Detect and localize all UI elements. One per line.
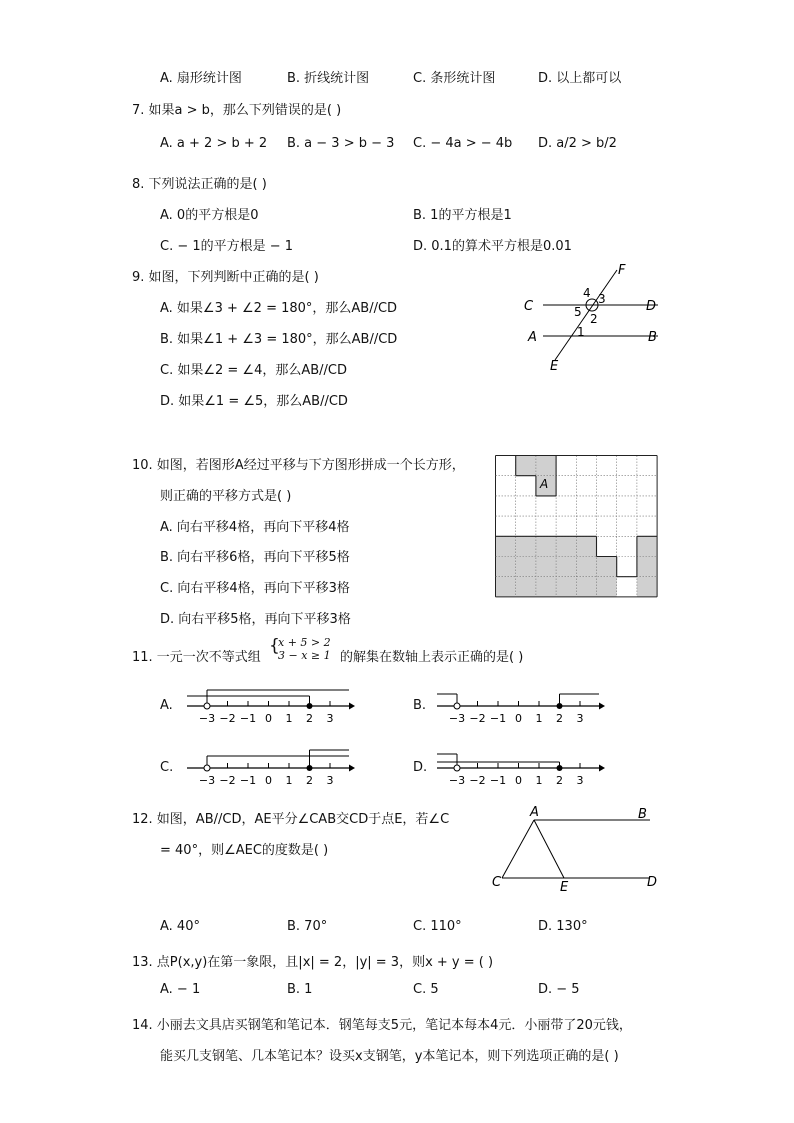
segment-ac: [502, 820, 534, 878]
q9-stem: 9. 如图，下列判断中正确的是( ): [132, 270, 319, 285]
tick-label: 1: [285, 774, 293, 787]
tick-label: −1: [489, 712, 507, 725]
segment-ae: [534, 820, 564, 878]
tick-label: 1: [535, 774, 543, 787]
q12-option-a: A. 40°: [160, 919, 200, 934]
system-eq2: 3 − x ≥ 1: [278, 649, 331, 662]
label-d: D: [647, 875, 658, 890]
number-line-b: [435, 680, 605, 730]
tick-label: −1: [239, 774, 257, 787]
tick-label: −2: [219, 774, 236, 787]
tick-label: 0: [265, 712, 272, 725]
q10-option-b: B. 向右平移6格，再向下平移5格: [160, 550, 350, 565]
grid-cell: [556, 557, 576, 577]
q10-option-c: C. 向右平移4格，再向下平移3格: [160, 581, 350, 596]
q11-stem-prefix: 11. 一元一次不等式组: [132, 650, 261, 665]
q6-option-c: C. 条形统计图: [413, 71, 496, 86]
q9-option-b: B. 如果∠1 + ∠3 = 180°，那么AB//CD: [160, 332, 398, 347]
tick-label: 2: [556, 712, 563, 725]
q10-stem-line1: 10. 如图，若图形A经过平移与下方图形拼成一个长方形，: [132, 458, 465, 473]
tick-label: −3: [198, 774, 216, 787]
q6-option-d: D. 以上都可以: [538, 71, 622, 86]
grid-cell: [536, 456, 556, 476]
axis-arrow: [349, 765, 355, 772]
number-line-a: [185, 680, 355, 730]
label-c: C: [492, 875, 502, 890]
q11-option-b-label: B.: [413, 698, 427, 713]
q11-option-d-label: D.: [413, 760, 428, 775]
q7-option-b: B. a − 3 > b − 3: [287, 136, 395, 151]
grid-cell: [516, 577, 536, 597]
q12-option-b: B. 70°: [287, 919, 328, 934]
tick-label: 3: [326, 774, 334, 787]
number-line-c: [185, 742, 355, 792]
tick-label: 0: [515, 774, 522, 787]
angle-4: 4: [583, 286, 591, 300]
grid-cell: [637, 577, 657, 597]
tick-label: 3: [576, 774, 584, 787]
tick-label: 2: [306, 712, 313, 725]
grid-cell: [496, 536, 516, 556]
q12-stem-line2: = 40°，则∠AEC的度数是( ): [160, 843, 329, 858]
tick-label: 1: [535, 712, 543, 725]
tick-label: 0: [515, 712, 522, 725]
label-b: B: [638, 807, 647, 822]
grid-cell: [637, 536, 657, 556]
q13-option-b: B. 1: [287, 982, 313, 997]
grid-cell: [576, 536, 596, 556]
shape-a-label: A: [540, 477, 549, 491]
open-endpoint: [454, 765, 460, 771]
grid-cell: [536, 577, 556, 597]
label-a: A: [530, 805, 539, 820]
label-e: E: [550, 359, 559, 374]
q10-option-a: A. 向右平移4格，再向下平移4格: [160, 520, 350, 535]
tick-label: −1: [489, 774, 507, 787]
label-a: A: [528, 330, 537, 345]
q8-stem: 8. 下列说法正确的是( ): [132, 177, 267, 192]
tick-label: 3: [326, 712, 334, 725]
open-endpoint: [204, 765, 210, 771]
tick-label: −2: [469, 774, 486, 787]
tick-label: −2: [219, 712, 236, 725]
q9-option-d: D. 如果∠1 = ∠5，那么AB//CD: [160, 394, 348, 409]
solid-endpoint: [557, 703, 563, 709]
q8-option-b: B. 1的平方根是1: [413, 208, 512, 223]
grid-cell: [576, 557, 596, 577]
q11-stem-suffix: 的解集在数轴上表示正确的是( ): [340, 650, 524, 665]
q12-figure: [488, 802, 668, 892]
label-b: B: [648, 330, 657, 345]
axis-arrow: [349, 703, 355, 710]
q12-option-d: D. 130°: [538, 919, 588, 934]
number-line-d: [435, 742, 605, 792]
grid-cell: [516, 456, 536, 476]
tick-label: 1: [285, 712, 293, 725]
q13-option-c: C. 5: [413, 982, 439, 997]
open-endpoint: [454, 703, 460, 709]
q6-option-a: A. 扇形统计图: [160, 71, 242, 86]
grid-cell: [536, 536, 556, 556]
q12-stem-line1: 12. 如图，AB//CD，AE平分∠CAB交CD于点E，若∠C: [132, 812, 450, 827]
angle-1: 1: [577, 325, 585, 339]
angle-5: 5: [574, 305, 582, 319]
q14-stem-line2: 能买几支钢笔、几本笔记本？设买x支钢笔，y本笔记本，则下列选项正确的是( ): [160, 1049, 619, 1064]
solid-endpoint: [557, 765, 563, 771]
grid-cell: [597, 577, 617, 597]
tick-label: −3: [198, 712, 216, 725]
q8-option-a: A. 0的平方根是0: [160, 208, 259, 223]
tick-label: 2: [306, 774, 313, 787]
q8-option-d: D. 0.1的算术平方根是0.01: [413, 239, 572, 254]
q10-grid-figure: [494, 454, 660, 600]
solid-endpoint: [307, 703, 313, 709]
q7-option-a: A. a + 2 > b + 2: [160, 136, 268, 151]
label-c: C: [524, 299, 534, 314]
q13-stem: 13. 点P(x,y)在第一象限，且|x| = 2，|y| = 3，则x + y = ( ): [132, 955, 494, 970]
grid-cell: [556, 577, 576, 597]
label-e: E: [560, 880, 569, 892]
grid-cell: [496, 557, 516, 577]
q13-option-d: D. − 5: [538, 982, 580, 997]
grid-cell: [637, 557, 657, 577]
q10-stem-line2: 则正确的平移方式是( ): [160, 489, 292, 504]
grid-cell: [516, 536, 536, 556]
q8-option-c: C. − 1的平方根是 − 1: [160, 239, 294, 254]
q11-option-a-label: A.: [160, 698, 173, 713]
grid-cell: [536, 557, 556, 577]
open-endpoint: [204, 703, 210, 709]
label-d: D: [646, 299, 657, 314]
angle-3: 3: [598, 292, 606, 306]
label-f: F: [618, 263, 626, 278]
tick-label: 3: [576, 712, 584, 725]
q6-option-b: B. 折线统计图: [287, 71, 370, 86]
grid-cell: [576, 577, 596, 597]
solid-endpoint: [307, 765, 313, 771]
tick-label: −3: [448, 712, 466, 725]
angle-2: 2: [590, 312, 598, 326]
q9-option-c: C. 如果∠2 = ∠4，那么AB//CD: [160, 363, 348, 378]
q12-option-c: C. 110°: [413, 919, 462, 934]
line-ef: [555, 270, 617, 360]
q14-stem-line1: 14. 小丽去文具店买钢笔和笔记本．钢笔每支5元，笔记本每本4元．小丽带了20元钱，: [132, 1018, 632, 1033]
q7-stem: 7. 如果a > b，那么下列错误的是( ): [132, 103, 342, 118]
grid-cell: [516, 557, 536, 577]
grid-cell: [556, 536, 576, 556]
grid-cell: [496, 577, 516, 597]
tick-label: 2: [556, 774, 563, 787]
q13-option-a: A. − 1: [160, 982, 201, 997]
grid-cell: [597, 557, 617, 577]
q9-figure: [515, 260, 675, 375]
q7-option-c: C. − 4a > − 4b: [413, 136, 513, 151]
axis-arrow: [599, 703, 605, 710]
brace-symbol: {: [269, 636, 280, 656]
tick-label: −3: [448, 774, 466, 787]
system-eq1: x + 5 > 2: [278, 636, 331, 649]
tick-label: −2: [469, 712, 486, 725]
q7-option-d: D. a/2 > b/2: [538, 136, 617, 151]
tick-label: −1: [239, 712, 257, 725]
q9-option-a: A. 如果∠3 + ∠2 = 180°，那么AB//CD: [160, 301, 398, 316]
q10-option-d: D. 向右平移5格，再向下平移3格: [160, 612, 351, 627]
q11-option-c-label: C.: [160, 760, 174, 775]
tick-label: 0: [265, 774, 272, 787]
axis-arrow: [599, 765, 605, 772]
